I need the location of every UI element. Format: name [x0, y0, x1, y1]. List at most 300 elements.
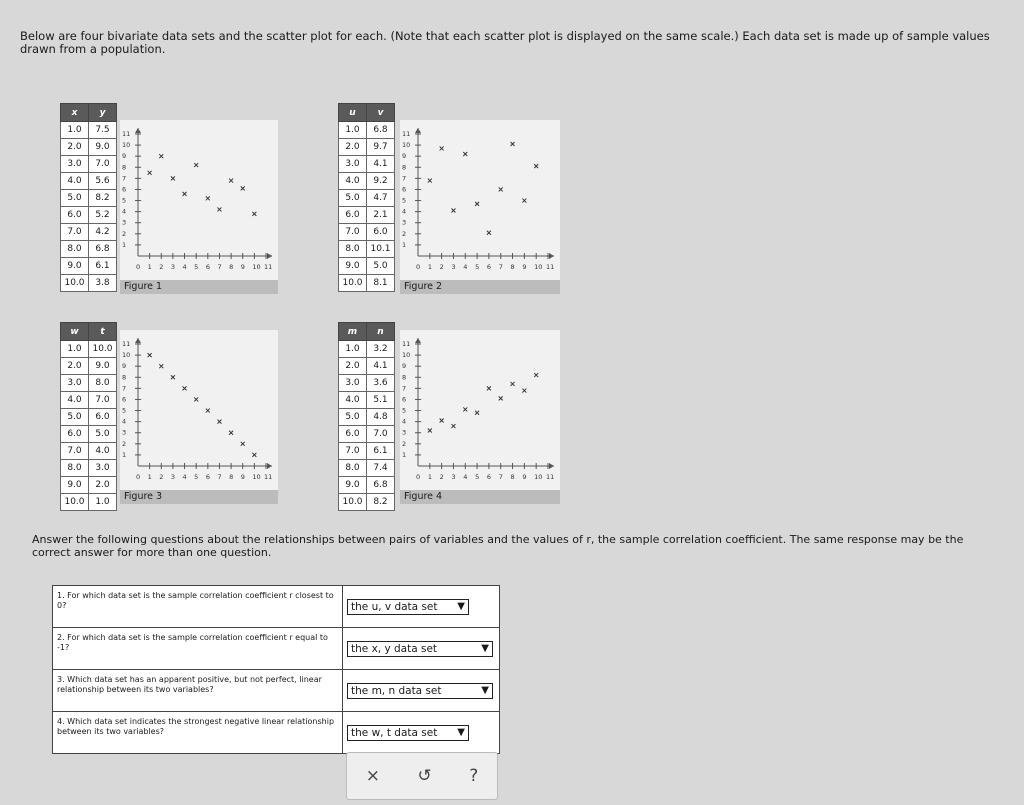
- cell-y: 6.8: [367, 477, 395, 494]
- table-row: [339, 258, 395, 275]
- y-axis-arrow: [415, 338, 421, 343]
- x-tick-label: 0: [416, 263, 421, 271]
- x-tick-label: 3: [170, 263, 176, 271]
- cell-x: 2.0: [61, 358, 89, 375]
- y-tick-label: 9: [402, 362, 407, 371]
- table-row: [339, 139, 395, 156]
- table-row: [61, 122, 117, 139]
- answer-select-3-value: the m, n data set: [351, 684, 442, 697]
- data-point: [451, 209, 455, 213]
- cell-y: 10.0: [89, 341, 117, 358]
- data-point: [522, 389, 526, 393]
- data-point: [217, 420, 221, 424]
- cell-x: 7.0: [61, 443, 89, 460]
- y-tick-label: 9: [402, 152, 407, 161]
- y-tick-label: 4: [402, 207, 407, 216]
- x-tick-label: 1: [427, 473, 432, 481]
- x-axis-arrow: [267, 463, 272, 469]
- y-tick-label: 7: [122, 384, 127, 393]
- question-text-2: 2. For which data set is the sample correlation coefficient r equal to -1?: [53, 628, 343, 669]
- answer-select-3[interactable]: [347, 683, 493, 699]
- table-row: [339, 477, 395, 494]
- table-row: [61, 375, 117, 392]
- figure-caption-1: Figure 1: [120, 280, 278, 294]
- table-row: [339, 341, 395, 358]
- x-tick-label: 10: [534, 473, 543, 481]
- cell-x: 10.0: [61, 494, 89, 511]
- question-text-4: 4. Which data set indicates the strongest negative linear relationship between its two variables?: [53, 712, 343, 753]
- cell-x: 9.0: [61, 258, 89, 275]
- y-tick-label: 10: [122, 141, 131, 150]
- column-header-x: u: [339, 104, 367, 122]
- table-row: [61, 477, 117, 494]
- column-header-x: m: [339, 323, 367, 341]
- answer-intro-text: Answer the following questions about the relationships between pairs of variables and the values of r, the sample correlation coefficient. The same response may be the correct answer for more than one question.: [32, 533, 964, 559]
- data-point: [463, 152, 467, 156]
- cell-y: 2.1: [367, 207, 395, 224]
- x-axis-arrow: [267, 253, 272, 259]
- x-tick-label: 4: [463, 473, 468, 481]
- cell-y: 9.2: [367, 173, 395, 190]
- cell-x: 1.0: [61, 122, 89, 139]
- y-tick-label: 1: [122, 450, 127, 459]
- x-tick-label: 10: [252, 263, 261, 271]
- table-row: [61, 207, 117, 224]
- cell-x: 2.0: [339, 139, 367, 156]
- data-point: [534, 164, 538, 168]
- x-tick-label: 3: [451, 473, 456, 481]
- scatter-svg: [400, 120, 560, 280]
- table-row: [61, 358, 117, 375]
- y-tick-label: 4: [122, 417, 127, 426]
- table-row: [339, 224, 395, 241]
- table-row: [61, 341, 117, 358]
- y-tick-label: 1: [402, 240, 407, 249]
- x-tick-label: 3: [170, 473, 176, 481]
- scatter-svg: [120, 330, 278, 490]
- cell-x: 9.0: [61, 477, 89, 494]
- cell-x: 8.0: [61, 460, 89, 477]
- scatter-plot-1: [120, 120, 278, 282]
- column-header-x: x: [61, 104, 89, 122]
- y-tick-label: 3: [122, 218, 127, 227]
- table-row: [339, 173, 395, 190]
- cell-y: 6.1: [89, 258, 117, 275]
- question-row-3: [53, 670, 499, 712]
- scatter-plot-4: [400, 330, 560, 492]
- y-tick-label: 5: [122, 406, 127, 415]
- table-row: [339, 207, 395, 224]
- y-tick-label: 1: [402, 450, 407, 459]
- cell-x: 3.0: [61, 156, 89, 173]
- cell-x: 6.0: [61, 426, 89, 443]
- dataset-1: [60, 103, 117, 292]
- data-point: [194, 163, 198, 167]
- cell-y: 6.1: [367, 443, 395, 460]
- cell-y: 8.2: [367, 494, 395, 511]
- cell-x: 5.0: [339, 409, 367, 426]
- cell-y: 5.2: [89, 207, 117, 224]
- y-tick-label: 8: [402, 373, 407, 382]
- y-axis-arrow: [415, 128, 421, 133]
- x-tick-label: 6: [205, 263, 210, 271]
- x-tick-label: 9: [240, 263, 245, 271]
- clear-button[interactable]: ×: [365, 766, 380, 786]
- y-tick-label: 8: [122, 373, 127, 382]
- x-axis-arrow: [549, 253, 554, 259]
- data-point: [206, 196, 210, 200]
- data-point: [229, 179, 233, 183]
- cell-y: 4.1: [367, 358, 395, 375]
- x-tick-label: 11: [264, 473, 273, 481]
- figure-caption-2: Figure 2: [400, 280, 560, 294]
- table-row: [339, 156, 395, 173]
- cell-y: 6.0: [89, 409, 117, 426]
- y-tick-label: 7: [402, 174, 407, 183]
- cell-y: 7.5: [89, 122, 117, 139]
- table-row: [61, 443, 117, 460]
- cell-x: 4.0: [339, 173, 367, 190]
- cell-x: 6.0: [61, 207, 89, 224]
- data-point: [217, 207, 221, 211]
- column-header-y: n: [367, 323, 395, 341]
- data-point: [499, 396, 503, 400]
- y-axis-arrow: [135, 338, 141, 343]
- data-point: [171, 176, 175, 180]
- data-point: [171, 375, 175, 379]
- x-tick-label: 5: [475, 263, 480, 271]
- table-row: [61, 173, 117, 190]
- answer-select-1[interactable]: [347, 599, 469, 615]
- cell-y: 4.7: [367, 190, 395, 207]
- y-tick-label: 5: [402, 196, 407, 205]
- data-point: [241, 442, 245, 446]
- x-tick-label: 3: [451, 263, 456, 271]
- table-row: [61, 190, 117, 207]
- x-tick-label: 10: [534, 263, 543, 271]
- x-tick-label: 2: [159, 263, 164, 271]
- chevron-down-icon: ▼: [457, 727, 465, 738]
- x-tick-label: 9: [240, 473, 245, 481]
- table-row: [339, 241, 395, 258]
- y-tick-label: 2: [402, 439, 407, 448]
- data-point: [148, 353, 152, 357]
- cell-y: 9.0: [89, 139, 117, 156]
- chevron-down-icon: ▼: [457, 601, 465, 612]
- x-tick-label: 5: [194, 263, 199, 271]
- cell-y: 8.1: [367, 275, 395, 292]
- y-tick-label: 11: [402, 130, 411, 138]
- figure-caption-3: Figure 3: [120, 490, 278, 504]
- x-tick-label: 11: [546, 263, 555, 271]
- cell-x: 8.0: [339, 460, 367, 477]
- column-header-x: w: [61, 323, 89, 341]
- table-row: [339, 122, 395, 139]
- cell-y: 4.1: [367, 156, 395, 173]
- table-row: [61, 139, 117, 156]
- table-row: [61, 275, 117, 292]
- cell-y: 4.2: [89, 224, 117, 241]
- x-tick-label: 10: [252, 473, 261, 481]
- data-point: [428, 429, 432, 433]
- x-tick-label: 11: [264, 263, 273, 271]
- cell-y: 10.1: [367, 241, 395, 258]
- cell-y: 1.0: [89, 494, 117, 511]
- data-point: [159, 154, 163, 158]
- table-row: [339, 275, 395, 292]
- x-tick-label: 1: [147, 473, 152, 481]
- x-tick-label: 5: [475, 473, 480, 481]
- answer-select-1-value: the u, v data set: [351, 600, 438, 613]
- y-tick-label: 7: [122, 174, 127, 183]
- data-point: [511, 382, 515, 386]
- x-tick-label: 4: [463, 263, 468, 271]
- table-row: [61, 426, 117, 443]
- cell-x: 10.0: [339, 275, 367, 292]
- data-point: [428, 179, 432, 183]
- table-row: [61, 156, 117, 173]
- cell-x: 6.0: [339, 426, 367, 443]
- table-row: [339, 494, 395, 511]
- table-row: [339, 460, 395, 477]
- dataset-3: [60, 322, 117, 511]
- x-tick-label: 0: [136, 473, 141, 481]
- data-table-1: [60, 103, 117, 292]
- cell-x: 5.0: [339, 190, 367, 207]
- cell-y: 4.0: [89, 443, 117, 460]
- answer-select-2[interactable]: [347, 641, 493, 657]
- column-header-y: v: [367, 104, 395, 122]
- cell-x: 1.0: [339, 122, 367, 139]
- x-tick-label: 6: [486, 473, 492, 481]
- y-axis-arrow: [135, 128, 141, 133]
- y-tick-label: 9: [122, 152, 127, 161]
- cell-x: 2.0: [339, 358, 367, 375]
- table-row: [339, 426, 395, 443]
- y-tick-label: 6: [402, 395, 407, 404]
- question-row-4: [53, 712, 499, 753]
- y-tick-label: 5: [122, 196, 127, 205]
- cell-x: 7.0: [61, 224, 89, 241]
- cell-y: 6.0: [367, 224, 395, 241]
- cell-x: 8.0: [339, 241, 367, 258]
- question-text-3: 3. Which data set has an apparent positive, but not perfect, linear relationship between its two variables?: [53, 670, 343, 711]
- cell-y: 5.1: [367, 392, 395, 409]
- chevron-down-icon: ▼: [481, 643, 489, 654]
- question-row-1: [53, 586, 499, 628]
- x-tick-label: 0: [416, 473, 421, 481]
- cell-x: 7.0: [339, 224, 367, 241]
- x-tick-label: 1: [427, 263, 432, 271]
- x-tick-label: 7: [498, 473, 503, 481]
- y-tick-label: 6: [122, 185, 127, 194]
- cell-y: 3.0: [89, 460, 117, 477]
- data-point: [241, 186, 245, 190]
- y-tick-label: 2: [122, 439, 127, 448]
- x-tick-label: 4: [182, 473, 187, 481]
- data-point: [159, 364, 163, 368]
- x-tick-label: 9: [522, 473, 527, 481]
- data-point: [511, 142, 515, 146]
- cell-x: 4.0: [61, 173, 89, 190]
- x-tick-label: 8: [229, 473, 234, 481]
- question-text-1: 1. For which data set is the sample correlation coefficient r closest to 0?: [53, 586, 343, 627]
- data-point: [463, 407, 467, 411]
- table-row: [61, 258, 117, 275]
- data-table-2: [338, 103, 395, 292]
- cell-y: 7.0: [367, 426, 395, 443]
- y-tick-label: 11: [122, 340, 131, 348]
- x-tick-label: 11: [546, 473, 555, 481]
- cell-x: 2.0: [61, 139, 89, 156]
- x-tick-label: 7: [217, 473, 222, 481]
- scatter-svg: [400, 330, 560, 490]
- chevron-down-icon: ▼: [481, 685, 489, 696]
- figure-caption-4: Figure 4: [400, 490, 560, 504]
- cell-y: 2.0: [89, 477, 117, 494]
- cell-y: 7.0: [89, 156, 117, 173]
- answer-select-4-value: the w, t data set: [351, 726, 438, 739]
- y-tick-label: 10: [402, 141, 411, 150]
- x-tick-label: 2: [439, 263, 444, 271]
- y-tick-label: 3: [402, 428, 407, 437]
- cell-x: 7.0: [339, 443, 367, 460]
- cell-y: 4.8: [367, 409, 395, 426]
- cell-x: 4.0: [61, 392, 89, 409]
- data-point: [475, 411, 479, 415]
- data-point: [499, 187, 503, 191]
- x-tick-label: 1: [147, 263, 152, 271]
- y-tick-label: 10: [402, 351, 411, 360]
- scatter-plot-2: [400, 120, 560, 282]
- cell-x: 9.0: [339, 477, 367, 494]
- table-row: [61, 409, 117, 426]
- cell-x: 8.0: [61, 241, 89, 258]
- intro-text: Below are four bivariate data sets and the scatter plot for each. (Note that each scatter plot is displayed on the same scale.) Each data set is made up of sample values drawn from a population.: [20, 29, 990, 56]
- answer-select-2-value: the x, y data set: [351, 642, 438, 655]
- data-point: [487, 231, 491, 235]
- cell-x: 9.0: [339, 258, 367, 275]
- y-tick-label: 1: [122, 240, 127, 249]
- data-point: [252, 212, 256, 216]
- y-tick-label: 3: [122, 428, 127, 437]
- data-point: [229, 431, 233, 435]
- data-point: [440, 146, 444, 150]
- x-axis-arrow: [549, 463, 554, 469]
- cell-y: 8.2: [89, 190, 117, 207]
- data-point: [451, 424, 455, 428]
- cell-y: 6.8: [367, 122, 395, 139]
- y-tick-label: 7: [402, 384, 407, 393]
- table-row: [339, 190, 395, 207]
- data-table-3: [60, 322, 117, 511]
- column-header-y: y: [89, 104, 117, 122]
- help-button[interactable]: ?: [469, 766, 479, 786]
- data-point: [183, 386, 187, 390]
- y-tick-label: 4: [122, 207, 127, 216]
- y-tick-label: 4: [402, 417, 407, 426]
- table-row: [61, 241, 117, 258]
- cell-x: 3.0: [339, 156, 367, 173]
- data-point: [148, 171, 152, 175]
- table-row: [61, 494, 117, 511]
- cell-y: 8.0: [89, 375, 117, 392]
- x-tick-label: 2: [159, 473, 164, 481]
- data-point: [534, 373, 538, 377]
- table-row: [61, 392, 117, 409]
- answer-select-4[interactable]: [347, 725, 469, 741]
- cell-x: 1.0: [61, 341, 89, 358]
- table-row: [61, 460, 117, 477]
- data-point: [440, 419, 444, 423]
- dataset-4: [338, 322, 395, 511]
- undo-button[interactable]: ↺: [417, 766, 432, 786]
- y-tick-label: 6: [122, 395, 127, 404]
- data-point: [183, 192, 187, 196]
- questions-table: [52, 585, 500, 754]
- y-tick-label: 10: [122, 351, 131, 360]
- x-tick-label: 6: [205, 473, 210, 481]
- y-tick-label: 5: [402, 406, 407, 415]
- data-point: [522, 199, 526, 203]
- y-tick-label: 11: [402, 340, 411, 348]
- cell-x: 1.0: [339, 341, 367, 358]
- y-tick-label: 6: [402, 185, 407, 194]
- y-tick-label: 2: [122, 229, 127, 238]
- cell-x: 6.0: [339, 207, 367, 224]
- data-point: [487, 386, 491, 390]
- dataset-2: [338, 103, 395, 292]
- cell-y: 7.0: [89, 392, 117, 409]
- x-tick-label: 5: [194, 473, 199, 481]
- x-tick-label: 8: [229, 263, 234, 271]
- cell-y: 3.2: [367, 341, 395, 358]
- cell-y: 9.0: [89, 358, 117, 375]
- cell-y: 5.0: [367, 258, 395, 275]
- cell-x: 5.0: [61, 409, 89, 426]
- y-tick-label: 11: [122, 130, 131, 138]
- cell-x: 10.0: [61, 275, 89, 292]
- action-button-bar: [346, 752, 498, 800]
- cell-y: 5.0: [89, 426, 117, 443]
- scatter-plot-3: [120, 330, 278, 492]
- table-row: [61, 224, 117, 241]
- y-tick-label: 8: [122, 163, 127, 172]
- scatter-svg: [120, 120, 278, 280]
- x-tick-label: 4: [182, 263, 187, 271]
- x-tick-label: 8: [510, 263, 515, 271]
- cell-y: 9.7: [367, 139, 395, 156]
- x-tick-label: 7: [217, 263, 222, 271]
- cell-y: 3.6: [367, 375, 395, 392]
- question-row-2: [53, 628, 499, 670]
- cell-x: 5.0: [61, 190, 89, 207]
- cell-x: 3.0: [61, 375, 89, 392]
- table-row: [339, 358, 395, 375]
- y-tick-label: 9: [122, 362, 127, 371]
- data-point: [206, 409, 210, 413]
- x-tick-label: 7: [498, 263, 503, 271]
- cell-x: 3.0: [339, 375, 367, 392]
- y-tick-label: 3: [402, 218, 407, 227]
- table-row: [339, 375, 395, 392]
- data-table-4: [338, 322, 395, 511]
- data-point: [475, 202, 479, 206]
- column-header-y: t: [89, 323, 117, 341]
- data-point: [194, 397, 198, 401]
- cell-y: 7.4: [367, 460, 395, 477]
- table-row: [339, 409, 395, 426]
